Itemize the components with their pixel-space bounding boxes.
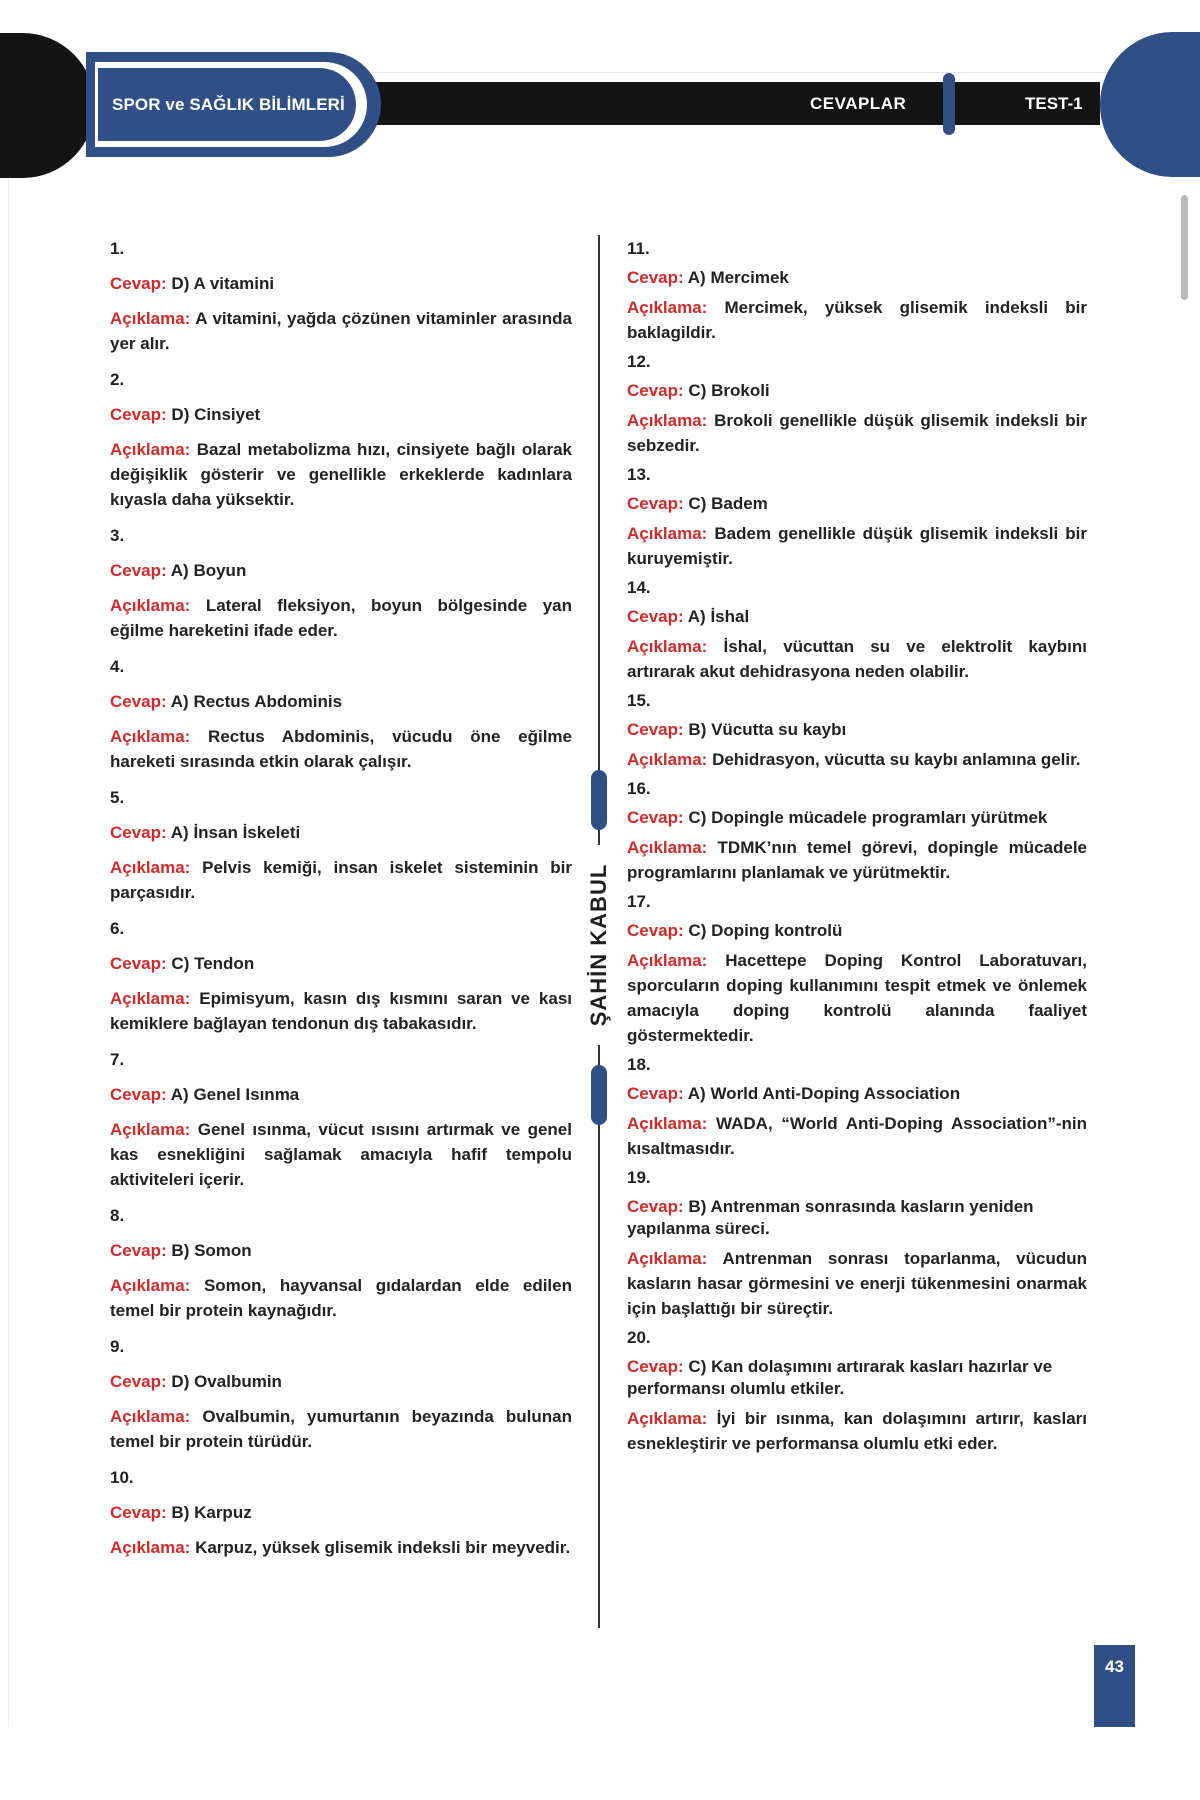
category-title: SPOR ve SAĞLIK BİLİMLERİ <box>112 94 345 114</box>
explanation-text: İyi bir ısınma, kan dolaşımını artırır, kasları esnekleştirir ve performansa olumlu etki eder. <box>627 1409 1087 1453</box>
explanation-text: WADA, “World Anti-Doping Association”-nin kısaltmasıdır. <box>627 1114 1087 1158</box>
question-number: 9. <box>110 1337 125 1356</box>
answer-item <box>110 1049 572 1192</box>
explanation-line <box>627 295 1087 345</box>
explanation-label: Açıklama: <box>627 1409 708 1428</box>
answer-column-left <box>110 238 572 1560</box>
explanation-label: Açıklama: <box>627 637 708 656</box>
answer-text: A) Genel Isınma <box>170 1085 300 1104</box>
answer-text: C) Doping kontrolü <box>688 921 843 940</box>
answer-line <box>627 1083 1087 1105</box>
divider-accent-bottom <box>591 1065 607 1125</box>
question-number: 19. <box>627 1168 651 1187</box>
explanation-label: Açıklama: <box>110 858 191 877</box>
explanation-label: Açıklama: <box>627 298 708 317</box>
question-number: 17. <box>627 892 651 911</box>
header-bar <box>330 82 1100 125</box>
answer-label: Cevap: <box>110 274 167 293</box>
explanation-text: Rectus Abdominis, vücudu öne eğilme hareketi sırasında etkin olarak çalışır. <box>110 727 572 771</box>
explanation-text: İshal, vücuttan su ve elektrolit kaybını artırarak akut dehidrasyona neden olabilir. <box>627 637 1087 681</box>
divider-accent-top <box>591 770 607 830</box>
answer-line <box>627 606 1087 628</box>
question-number: 16. <box>627 779 651 798</box>
answer-text: C) Tendon <box>171 954 255 973</box>
explanation-label: Açıklama: <box>110 989 191 1008</box>
explanation-line <box>110 855 572 905</box>
explanation-line <box>627 634 1087 684</box>
answer-item <box>110 1205 572 1323</box>
answer-text: B) Somon <box>171 1241 252 1260</box>
answer-text: A) World Anti-Doping Association <box>687 1084 961 1103</box>
answer-text: B) Antrenman sonrasında kasların yeniden yapılanma süreci. <box>627 1197 1034 1238</box>
explanation-label: Açıklama: <box>110 727 191 746</box>
explanation-line <box>627 1111 1087 1161</box>
explanation-label: Açıklama: <box>627 524 708 543</box>
scrollbar-thumb[interactable] <box>1181 195 1188 300</box>
answer-label: Cevap: <box>110 1503 167 1522</box>
bottom-margin <box>0 1727 1200 1800</box>
explanation-line <box>110 1404 572 1454</box>
question-number: 12. <box>627 352 651 371</box>
answer-label: Cevap: <box>110 823 167 842</box>
explanation-text: TDMK’nın temel görevi, dopingle mücadele programlarını planlamak ve yürütmektir. <box>627 838 1087 882</box>
explanation-label: Açıklama: <box>110 440 191 459</box>
answer-label: Cevap: <box>627 720 684 739</box>
explanation-label: Açıklama: <box>627 750 708 769</box>
explanation-text: Brokoli genellikle düşük glisemik indeksli bir sebzedir. <box>627 411 1087 455</box>
explanation-line <box>627 747 1087 772</box>
explanation-text: Hacettepe Doping Kontrol Laboratuvarı, sporcuların doping kullanımını tespit etmek ve önlemek amacıyla doping kontrolü alanında faaliyet göstermektedir. <box>627 951 1087 1045</box>
answer-item <box>627 1327 1087 1456</box>
answer-line <box>110 1240 572 1262</box>
question-number: 20. <box>627 1328 651 1347</box>
explanation-line <box>110 1273 572 1323</box>
author-name: ŞAHİN KABUL <box>584 845 614 1045</box>
question-number: 15. <box>627 691 651 710</box>
answer-item <box>627 577 1087 684</box>
answer-text: A) Mercimek <box>687 268 789 287</box>
answer-text: D) Ovalbumin <box>171 1372 282 1391</box>
question-number: 5. <box>110 788 125 807</box>
answer-label: Cevap: <box>110 1241 167 1260</box>
explanation-line <box>627 835 1087 885</box>
answer-item <box>110 918 572 1036</box>
answer-item <box>627 1167 1087 1321</box>
answer-column-right <box>627 238 1087 1456</box>
explanation-line <box>627 948 1087 1048</box>
answer-text: C) Dopingle mücadele programları yürütmek <box>688 808 1048 827</box>
answer-line <box>110 560 572 582</box>
answer-text: C) Badem <box>688 494 768 513</box>
answer-line <box>627 267 1087 289</box>
question-number: 4. <box>110 657 125 676</box>
answer-label: Cevap: <box>627 1357 684 1376</box>
answer-text: A) Boyun <box>170 561 247 580</box>
answer-text: A) İshal <box>687 607 750 626</box>
answer-line <box>110 822 572 844</box>
answer-item <box>110 1336 572 1454</box>
answer-text: B) Vücutta su kaybı <box>688 720 847 739</box>
answer-label: Cevap: <box>627 268 684 287</box>
explanation-text: Mercimek, yüksek glisemik indeksli bir baklagildir. <box>627 298 1088 342</box>
answer-line <box>110 1371 572 1393</box>
answer-label: Cevap: <box>110 692 167 711</box>
answer-label: Cevap: <box>627 494 684 513</box>
question-number: 10. <box>110 1468 134 1487</box>
explanation-text: Bazal metabolizma hızı, cinsiyete bağlı olarak değişiklik gösterir ve genellikle erkeklerde kadınlara kıyasla daha yüksektir. <box>110 440 572 509</box>
explanation-label: Açıklama: <box>627 1249 708 1268</box>
answer-item <box>627 351 1087 458</box>
explanation-line <box>110 724 572 774</box>
explanation-label: Açıklama: <box>110 309 191 328</box>
answer-item <box>110 787 572 905</box>
answer-item <box>110 369 572 512</box>
section-title: CEVAPLAR <box>810 94 907 113</box>
explanation-text: Lateral fleksiyon, boyun bölgesinde yan eğilme hareketini ifade eder. <box>110 596 572 640</box>
answer-line <box>627 1356 1087 1400</box>
explanation-label: Açıklama: <box>110 1276 191 1295</box>
answer-label: Cevap: <box>627 1197 684 1216</box>
answer-text: D) Cinsiyet <box>171 405 261 424</box>
answer-text: C) Brokoli <box>688 381 770 400</box>
answer-line <box>627 1196 1087 1240</box>
explanation-line <box>110 437 572 512</box>
explanation-label: Açıklama: <box>627 951 708 970</box>
explanation-text: A vitamini, yağda çözünen vitaminler arasında yer alır. <box>110 309 572 353</box>
answer-label: Cevap: <box>110 1372 167 1391</box>
answer-item <box>110 656 572 774</box>
answer-text: C) Kan dolaşımını artırarak kasları hazırlar ve performansı olumlu etkiler. <box>627 1357 1053 1398</box>
answer-text: A) İnsan İskeleti <box>170 823 301 842</box>
answer-item <box>627 238 1087 345</box>
answer-item <box>110 238 572 356</box>
question-number: 1. <box>110 239 125 258</box>
explanation-text: Badem genellikle düşük glisemik indeksli bir kuruyemiştir. <box>627 524 1087 568</box>
test-label: TEST-1 <box>1025 94 1083 113</box>
explanation-line <box>110 986 572 1036</box>
answer-item <box>627 778 1087 885</box>
explanation-label: Açıklama: <box>627 411 708 430</box>
question-number: 7. <box>110 1050 125 1069</box>
explanation-line <box>110 1117 572 1192</box>
explanation-line <box>627 1246 1087 1321</box>
explanation-line <box>627 1406 1087 1456</box>
answer-line <box>627 920 1087 942</box>
answer-label: Cevap: <box>627 1084 684 1103</box>
answer-line <box>627 380 1087 402</box>
question-number: 14. <box>627 578 651 597</box>
answer-label: Cevap: <box>627 921 684 940</box>
answer-label: Cevap: <box>627 381 684 400</box>
explanation-text: Pelvis kemiği, insan iskelet sisteminin bir parçasıdır. <box>110 858 572 902</box>
answer-line <box>110 1502 572 1524</box>
answer-label: Cevap: <box>110 561 167 580</box>
question-number: 2. <box>110 370 125 389</box>
answer-item <box>627 690 1087 772</box>
answer-item <box>110 1467 572 1560</box>
explanation-text: Somon, hayvansal gıdalardan elde edilen temel bir protein kaynağıdır. <box>110 1276 572 1320</box>
explanation-text: Genel ısınma, vücut ısısını artırmak ve genel kas esnekliğini sağlamak amacıyla hafif tempolu aktiviteleri içerir. <box>110 1120 572 1189</box>
page-number: 43 <box>1094 1645 1135 1727</box>
answer-label: Cevap: <box>110 405 167 424</box>
answer-label: Cevap: <box>627 808 684 827</box>
explanation-line <box>110 593 572 643</box>
explanation-text: Ovalbumin, yumurtanın beyazında bulunan temel bir protein türüdür. <box>110 1407 572 1451</box>
answer-text: A) Rectus Abdominis <box>170 692 343 711</box>
answer-text: D) A vitamini <box>171 274 275 293</box>
explanation-label: Açıklama: <box>627 1114 708 1133</box>
answer-line <box>110 404 572 426</box>
answer-item <box>627 891 1087 1048</box>
answer-line <box>627 493 1087 515</box>
answer-label: Cevap: <box>110 954 167 973</box>
answer-line <box>110 691 572 713</box>
answer-item <box>627 464 1087 571</box>
explanation-label: Açıklama: <box>110 1407 191 1426</box>
explanation-text: Antrenman sonrası toparlanma, vücudun kasların hasar görmesini ve enerji tükenmesini onarmak için başlattığı bir süreçtir. <box>627 1249 1088 1318</box>
answer-item <box>110 525 572 643</box>
explanation-line <box>627 408 1087 458</box>
explanation-label: Açıklama: <box>110 1538 191 1557</box>
explanation-text: Dehidrasyon, vücutta su kaybı anlamına gelir. <box>712 750 1081 769</box>
question-number: 8. <box>110 1206 125 1225</box>
answer-line <box>110 953 572 975</box>
answer-line <box>627 807 1087 829</box>
question-number: 11. <box>627 239 650 258</box>
question-number: 18. <box>627 1055 651 1074</box>
explanation-text: Epimisyum, kasın dış kısmını saran ve kası kemiklere bağlayan tendonun dış tabakasıdır. <box>110 989 572 1033</box>
explanation-line <box>627 521 1087 571</box>
answer-line <box>627 719 1087 741</box>
explanation-label: Açıklama: <box>110 596 191 615</box>
explanation-line <box>110 1535 572 1560</box>
answer-label: Cevap: <box>110 1085 167 1104</box>
answer-line <box>110 273 572 295</box>
question-number: 6. <box>110 919 125 938</box>
explanation-label: Açıklama: <box>627 838 708 857</box>
answer-item <box>627 1054 1087 1161</box>
explanation-text: Karpuz, yüksek glisemik indeksli bir meyvedir. <box>195 1538 571 1557</box>
answer-label: Cevap: <box>627 607 684 626</box>
question-number: 3. <box>110 526 125 545</box>
question-number: 13. <box>627 465 651 484</box>
header-separator <box>943 73 955 135</box>
explanation-line <box>110 306 572 356</box>
answer-text: B) Karpuz <box>171 1503 252 1522</box>
answer-line <box>110 1084 572 1106</box>
explanation-label: Açıklama: <box>110 1120 191 1139</box>
category-badge <box>98 68 356 141</box>
